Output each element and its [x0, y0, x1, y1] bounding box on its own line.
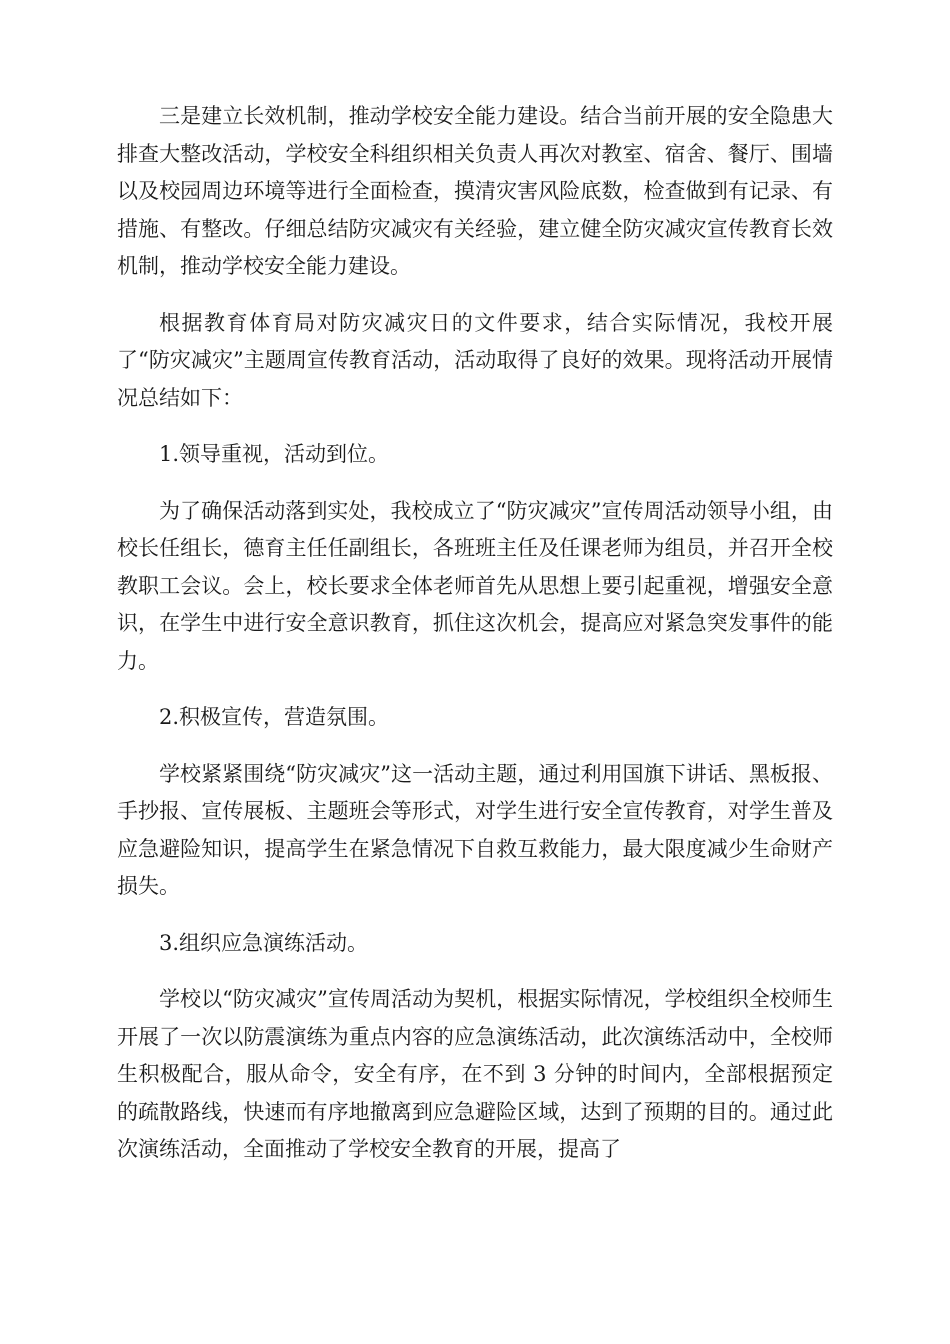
paragraph-introduction: 根据教育体育局对防灾减灾日的文件要求，结合实际情况，我校开展了“防灾减灾”主题周宣传教育活动，活动取得了良好的效果。现将活动开展情况总结如下： — [117, 310, 833, 410]
paragraph-long-term-mechanism: 三是建立长效机制，推动学校安全能力建设。结合当前开展的安全隐患大排查大整改活动，学校安全科组织相关负责人再次对教室、宿舍、餐厅、围墙以及校园周边环境等进行全面检查，摸清灾害风险底数，检查做到有记录、有措施、有整改。仔细总结防灾减灾有关经验，建立健全防灾减灾宣传教育长效机制，推动学校安全能力建设。 — [117, 104, 833, 278]
section-heading-3: 3.组织应急演练活动。 — [159, 930, 369, 955]
section-heading-2: 2.积极宣传，营造氛围。 — [159, 705, 390, 729]
paragraph-leadership: 为了确保活动落到实处，我校成立了“防灾减灾”宣传周活动领导小组，由校长任组长，德育主任任副组长，各班班主任及任课老师为组员，并召开全校教职工会议。会上，校长要求全体老师首先从思想上要引起重视，增强安全意识，在学生中进行安全意识教育，抓住这次机会，提高应对紧急突发事件的能力。 — [117, 498, 833, 673]
document-body — [117, 98, 833, 1188]
paragraph-emergency-drill: 学校以“防灾减灾”宣传周活动为契机，根据实际情况，学校组织全校师生开展了一次以防震演练为重点内容的应急演练活动，此次演练活动中，全校师生积极配合，服从命令，安全有序，在不到 3 分钟的时间内，全部根据预定的疏散路线，快速而有序地撤离到应急避险区域，达到了预期的目的。通过此次演练活动，全面推动了学校安全教育的开展，提高了 — [117, 987, 833, 1161]
section-heading-1: 1.领导重视，活动到位。 — [159, 442, 390, 466]
paragraph-publicity: 学校紧紧围绕“防灾减灾”这一活动主题，通过利用国旗下讲话、黑板报、手抄报、宣传展板、主题班会等形式，对学生进行安全宣传教育，对学生普及应急避险知识，提高学生在紧急情况下自救互救能力，最大限度减少生命财产损失。 — [117, 761, 833, 898]
